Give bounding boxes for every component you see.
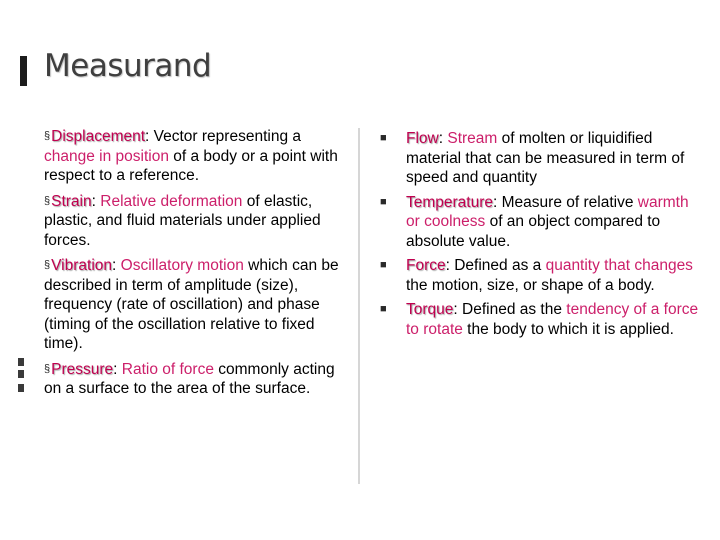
square-bullet-icon: ■ bbox=[380, 303, 387, 315]
highlight-text: Oscillatory motion bbox=[120, 257, 244, 274]
right-column bbox=[380, 129, 700, 344]
square-bullet-icon: § bbox=[44, 194, 51, 207]
highlight-text: tendency of a force to rotate bbox=[406, 301, 699, 338]
item-flow: ■ Flow: Stream of molten or liquidified material that can be measured in term of speed and quantity bbox=[380, 130, 685, 186]
margin-mark bbox=[18, 358, 24, 366]
item-force: ■ Force: Defined as a quantity that changes the motion, size, or shape of a body. bbox=[380, 257, 693, 294]
slide-title: Measurand bbox=[44, 48, 212, 84]
item-torque: ■ Torque: Defined as the tendency of a force to rotate the body to which it is applied. bbox=[380, 301, 699, 338]
term-label: Pressure bbox=[51, 360, 114, 378]
highlight-text: quantity that changes bbox=[545, 257, 693, 274]
item-strain: §Strain: Relative deformation of elastic, plastic, and fluid materials under applied forces. bbox=[44, 192, 321, 249]
highlight-text: warmth or coolness bbox=[406, 193, 689, 230]
column-divider bbox=[358, 128, 360, 484]
highlight-text: Relative deformation bbox=[100, 192, 243, 210]
item-displacement: §Displacement: Vector representing a change in position of a body or a point with respect to a reference. bbox=[44, 128, 338, 184]
term-label: Strain bbox=[51, 192, 92, 210]
square-bullet-icon: § bbox=[44, 130, 51, 142]
term-label: Flow bbox=[406, 130, 439, 147]
item-pressure: §Pressure: Ratio of force commonly acting on a surface to the area of the surface. bbox=[44, 360, 335, 397]
square-bullet-icon: ■ bbox=[380, 195, 387, 208]
highlight-text: Ratio of force bbox=[121, 360, 214, 378]
square-bullet-icon: § bbox=[44, 362, 51, 375]
term-label: Vibration bbox=[51, 257, 113, 274]
square-bullet-icon: § bbox=[44, 259, 51, 271]
term-label: Torque bbox=[406, 301, 454, 318]
term-label: Force bbox=[406, 257, 446, 274]
item-vibration: §Vibration: Oscillatory motion which can be described in term of amplitude (size), frequency (rate of oscillation) and phase (timing of the oscillation relative to fixed time). bbox=[44, 257, 339, 352]
margin-mark bbox=[18, 370, 24, 378]
term-label: Temperature bbox=[406, 193, 494, 211]
square-bullet-icon: ■ bbox=[380, 259, 387, 271]
margin-mark bbox=[18, 384, 24, 392]
highlight-text: Stream bbox=[447, 130, 498, 147]
term-label: Displacement bbox=[51, 128, 146, 145]
left-column bbox=[44, 127, 354, 405]
title-accent-bar bbox=[20, 56, 27, 86]
item-temperature: ■ Temperature: Measure of relative warmth or coolness of an object compared to absolute value. bbox=[380, 193, 689, 250]
highlight-text: change in position bbox=[44, 147, 169, 165]
square-bullet-icon: ■ bbox=[380, 132, 387, 144]
